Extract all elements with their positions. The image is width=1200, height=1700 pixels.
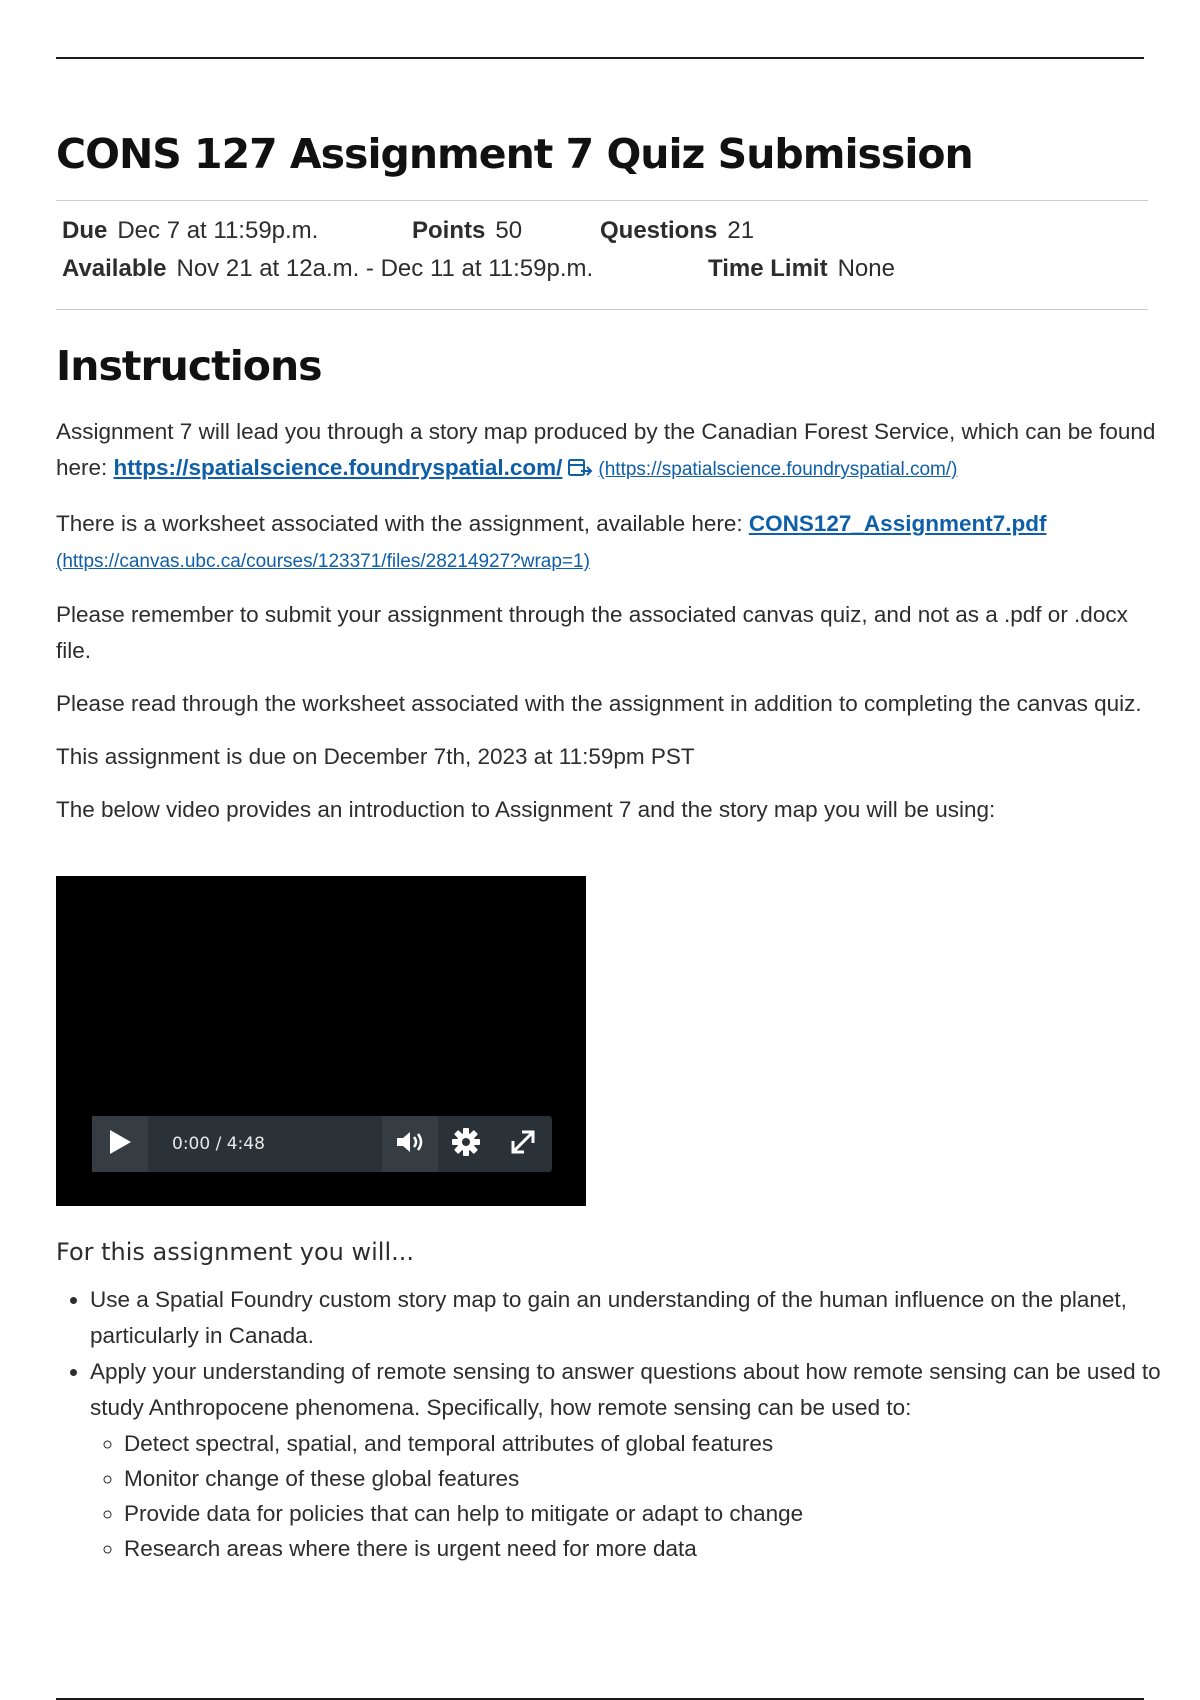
- sub-list-item: ◦ Provide data for policies that can help to mitigate or adapt to change: [124, 1496, 1170, 1531]
- time-limit-info: [708, 255, 895, 283]
- available-label: Available: [62, 255, 167, 282]
- points-value: 50: [495, 217, 523, 244]
- external-link-icon: [568, 453, 594, 489]
- paragraph-submit: Please remember to submit your assignment through the associated canvas quiz, and not as a .pdf or .docx file.: [56, 602, 1128, 663]
- questions-label: Questions: [600, 217, 718, 244]
- play-icon: [107, 1128, 133, 1161]
- due-label: Due: [62, 217, 108, 244]
- questions-info: [600, 217, 754, 245]
- points-label: Points: [412, 217, 486, 244]
- questions-value: 21: [727, 217, 755, 244]
- list-item: [90, 1354, 1170, 1566]
- goals-list: [56, 1282, 1170, 1566]
- list-item: • Use a Spatial Foundry custom story map to gain an understanding of the human influence on the planet, particularly in Canada.: [90, 1282, 1170, 1354]
- paragraph-story-map: [56, 414, 1156, 489]
- sub-list-item: ◦ Research areas where there is urgent need for more data: [124, 1531, 1170, 1566]
- sub-list-item: ◦ Detect spectral, spatial, and temporal attributes of global features: [124, 1426, 1170, 1461]
- due-value: Dec 7 at 11:59p.m.: [117, 217, 319, 244]
- volume-button[interactable]: [382, 1116, 438, 1172]
- paragraph-read-worksheet: Please read through the worksheet associated with the assignment in addition to completing the canvas quiz.: [56, 691, 1142, 716]
- worksheet-link[interactable]: CONS127_Assignment7.pdf: [748, 511, 1047, 536]
- instructions-body: [56, 414, 1156, 845]
- due-info: [62, 217, 318, 245]
- video-player[interactable]: [56, 876, 586, 1206]
- paragraph-text: There is a worksheet associated with the assignment, available here:: [56, 511, 749, 536]
- available-info: [62, 255, 593, 283]
- list-item-text: Apply your understanding of remote sensing to answer questions about how remote sensing can be used to study Anthropocene phenomena. Specifically, how remote sensing can be used to:: [90, 1359, 1161, 1420]
- time-limit-value: None: [837, 255, 895, 282]
- volume-icon: [395, 1129, 425, 1160]
- paragraph-video-intro: The below video provides an introduction to Assignment 7 and the story map you will be using:: [56, 797, 996, 822]
- quiz-details: [56, 200, 1148, 310]
- time-limit-label: Time Limit: [708, 255, 828, 282]
- paragraph-worksheet: [56, 506, 1156, 580]
- paragraph-due-date: This assignment is due on December 7th, 2023 at 11:59pm PST: [56, 744, 695, 769]
- video-time: 0:00 / 4:48: [172, 1134, 265, 1154]
- fullscreen-icon: [508, 1127, 538, 1162]
- instructions-heading: Instructions: [56, 342, 322, 390]
- story-map-link[interactable]: https://spatialscience.foundryspatial.com/: [113, 455, 563, 480]
- goals-heading: For this assignment you will...: [56, 1238, 415, 1266]
- page-title: CONS 127 Assignment 7 Quiz Submission: [56, 130, 973, 178]
- play-button[interactable]: [92, 1116, 148, 1172]
- worksheet-url-link[interactable]: (https://canvas.ubc.ca/courses/123371/files/28214927?wrap=1): [56, 551, 590, 572]
- gear-icon: [451, 1127, 481, 1162]
- points-info: [412, 217, 522, 245]
- paragraph-text: Assignment 7 will lead you through a story map produced by the Canadian Forest Service, which can be found here:: [56, 419, 1156, 480]
- sub-list: [90, 1426, 1170, 1566]
- fullscreen-button[interactable]: [494, 1116, 552, 1172]
- sub-list-item: ◦ Monitor change of these global features: [124, 1461, 1170, 1496]
- video-controls: [92, 1116, 552, 1172]
- settings-button[interactable]: [438, 1116, 494, 1172]
- story-map-url-link[interactable]: (https://spatialscience.foundryspatial.com/): [598, 459, 958, 480]
- available-value: Nov 21 at 12a.m. - Dec 11 at 11:59p.m.: [176, 255, 594, 282]
- top-divider: [56, 57, 1144, 59]
